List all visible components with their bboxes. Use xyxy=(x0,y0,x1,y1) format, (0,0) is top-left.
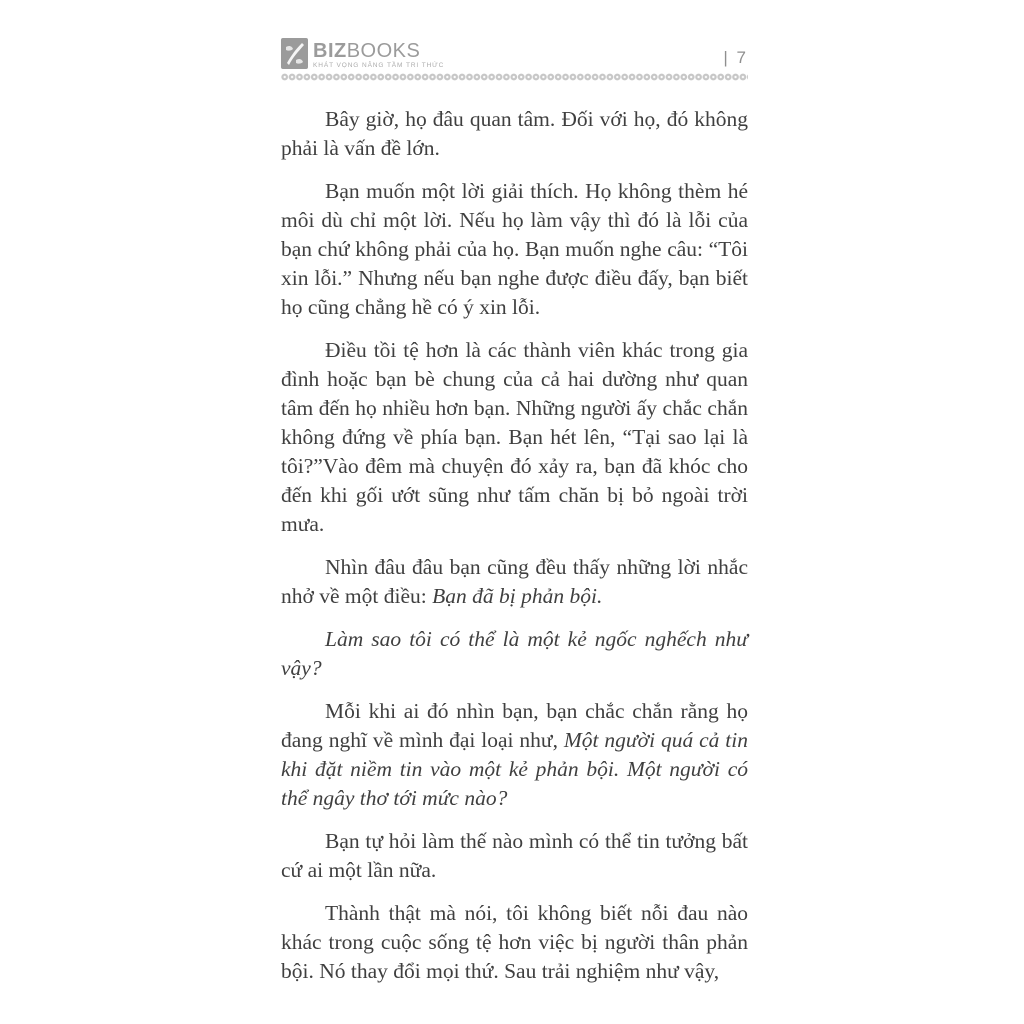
body-text: Điều tồi tệ hơn là các thành viên khác trong gia đình hoặc bạn bè chung của cả hai dường như quan tâm đến họ nhiều hơn bạn. Những người ấy chắc chắn không đứng về phía bạn. Bạn hét lên, “Tại sao lại là tôi?”Vào đêm mà chuyện đó xảy ra, bạn đã khóc cho đến khi gối ướt sũng như tấm chăn bị bỏ ngoài trời mưa. xyxy=(281,338,748,536)
italic-text: Một người quá cả tin khi đặt niềm tin vào một kẻ phản bội. Một người có thể ngây thơ tới mức nào? xyxy=(281,728,748,810)
paragraph xyxy=(281,625,748,683)
body-text: Bạn muốn một lời giải thích. Họ không thèm hé môi dù chỉ một lời. Nếu họ làm vậy thì đó là lỗi của bạn chứ không phải của họ. Bạn muốn nghe câu: “Tôi xin lỗi.” Nhưng nếu bạn nghe được điều đấy, bạn biết họ cũng chẳng hề có ý xin lỗi. xyxy=(281,179,748,319)
body-text: Nhìn đâu đâu bạn cũng đều thấy những lời nhắc nhở về một điều: xyxy=(281,555,748,608)
italic-text: Làm sao tôi có thể là một kẻ ngốc nghếch như vậy? xyxy=(281,627,748,680)
italic-text: Bạn đã bị phản bội. xyxy=(432,584,603,608)
page-content xyxy=(281,36,748,1000)
paragraph xyxy=(281,827,748,885)
logo-title-bold: BIZ xyxy=(313,40,347,62)
logo-text-block xyxy=(313,38,444,70)
body-text: Mỗi khi ai đó nhìn bạn, bạn chắc chắn rằng họ đang nghĩ về mình đại loại như, xyxy=(281,699,748,752)
bead-divider xyxy=(281,73,748,81)
publisher-logo xyxy=(281,38,444,70)
logo-title xyxy=(313,41,444,61)
paragraph xyxy=(281,105,748,163)
logo-title-light: BOOKS xyxy=(346,40,421,62)
logo-tagline: KHÁT VỌNG NÂNG TẦM TRI THỨC xyxy=(313,62,445,69)
page-header xyxy=(281,36,748,70)
body-text: Thành thật mà nói, tôi không biết nỗi đau nào khác trong cuộc sống tệ hơn việc bị người thân phản bội. Nó thay đổi mọi thứ. Sau trải nghiệm như vậy, xyxy=(281,901,748,983)
paragraph xyxy=(281,899,748,986)
paragraph xyxy=(281,553,748,611)
paragraph xyxy=(281,697,748,813)
body-text: Bạn tự hỏi làm thế nào mình có thể tin tưởng bất cứ ai một lần nữa. xyxy=(281,829,748,882)
page-body xyxy=(281,105,748,986)
paragraph xyxy=(281,177,748,322)
bizbooks-logo-icon xyxy=(281,38,308,69)
paragraph xyxy=(281,336,748,539)
page-number: | 7 xyxy=(723,48,748,67)
body-text: Bây giờ, họ đâu quan tâm. Đối với họ, đó không phải là vấn đề lớn. xyxy=(281,107,748,160)
